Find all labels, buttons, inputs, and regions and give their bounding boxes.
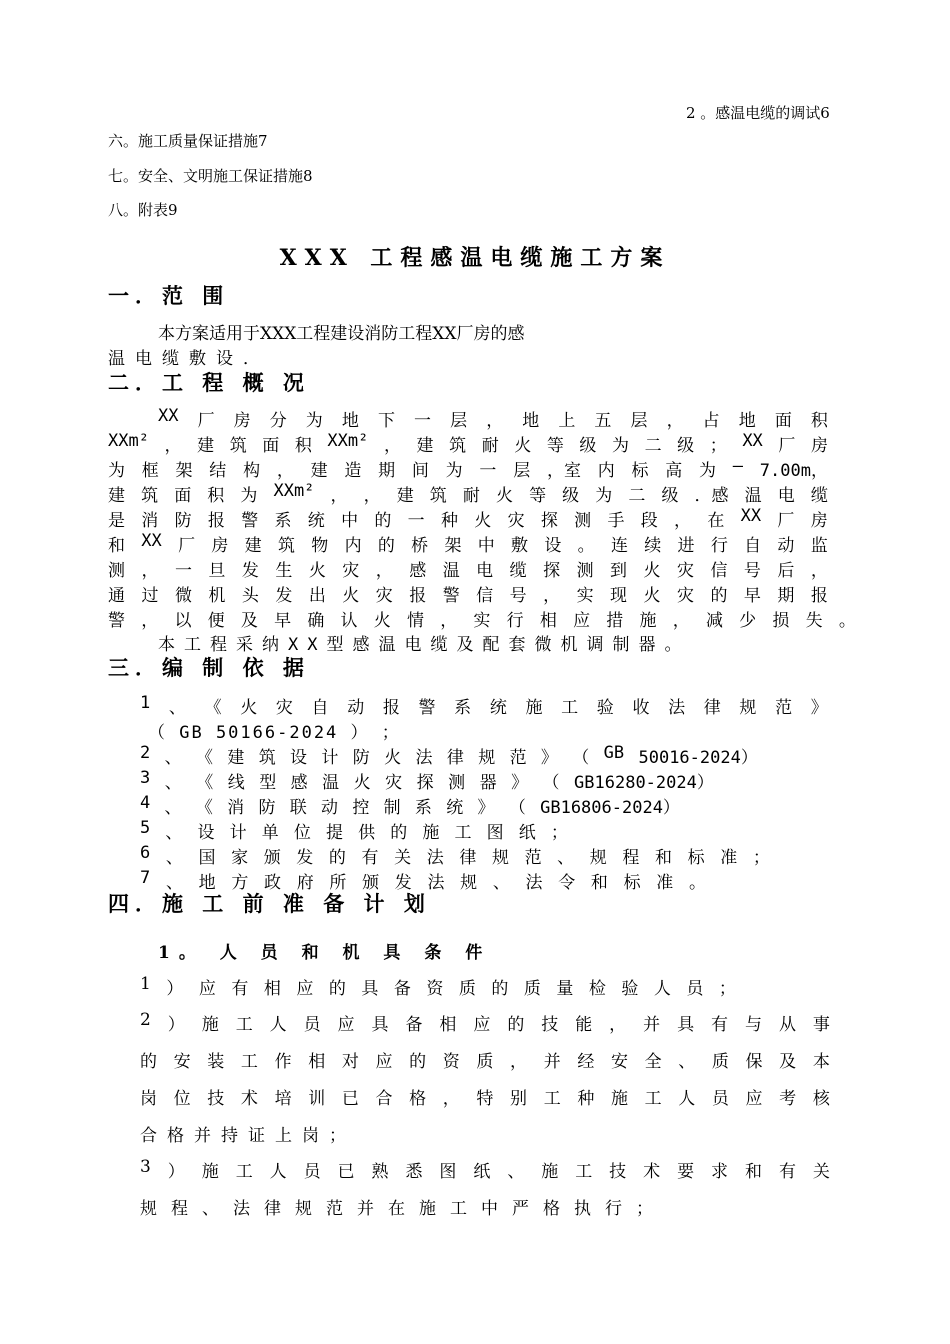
section-heading-preparation: 四．施 工 前 准 备 计 划	[108, 891, 431, 916]
list-item: 2 、 《 建 筑 设 计 防 火 法 律 规 范 》 （ GB 50016-2024）	[140, 743, 758, 768]
toc-item: 六。施工质量保证措施7	[108, 132, 268, 150]
list-item: 5 、 设 计 单 位 提 供 的 施 工 图 纸 ；	[140, 818, 568, 843]
paragraph-line: 合格并持证上岗；	[140, 1126, 356, 1146]
toc-item: 2 。感温电缆的调试6	[686, 104, 830, 122]
paragraph-line: 为 框 架 结 构 ， 建 造 期 间 为 一 层 ，室 内 标 高 为 — 7.00m，	[108, 456, 828, 481]
paragraph-line: 规程、法律规范并在施工中严格执行；	[140, 1199, 667, 1219]
section-heading-overview: 二．工 程 概 况	[108, 370, 310, 395]
list-item-continuation: （ GB 50166-2024 ） ；	[148, 723, 401, 743]
paragraph-line: 岗 位 技 术 培 训 已 合 格 ， 特 别 工 种 施 工 人 员 应 考 核	[140, 1089, 830, 1109]
paragraph-line: 通 过 微 机 头 发 出 火 灾 报 警 信 号 ， 实 现 火 灾 的 早 期 报	[108, 586, 828, 606]
toc-item: 七。安全、文明施工保证措施8	[108, 167, 313, 185]
list-item: 6 、 国 家 颁 发 的 有 关 法 律 规 范 、 规 程 和 标 准 ；	[140, 843, 770, 868]
list-item: 7 、 地 方 政 府 所 颁 发 法 规 、 法 令 和 标 准 。	[140, 868, 706, 893]
toc-item: 八。附表9	[108, 201, 178, 219]
paragraph-line: 测 ， 一 旦 发 生 火 灾 ， 感 温 电 缆 探 测 到 火 灾 信 号 后 ，	[108, 561, 828, 581]
paragraph-line: 1 ） 应 有 相 应 的 具 备 资 质 的 质 量 检 验 人 员 ；	[140, 974, 736, 999]
section-heading-basis: 三．编 制 依 据	[108, 655, 310, 680]
paragraph-line: 建 筑 面 积 为 XXm² ， ， 建 筑 耐 火 等 级 为 二 级 ．感 温 电 缆	[108, 481, 828, 506]
list-item: 4 、 《 消 防 联 动 控 制 系 统 》 （ GB16806-2024）	[140, 793, 680, 818]
subsection-heading: 1。 人 员 和 机 具 条 件	[158, 943, 492, 963]
paragraph-line: XXm² ， 建 筑 面 积 XXm² ， 建 筑 耐 火 等 级 为 二 级 ； XX 厂 房	[108, 431, 828, 456]
paragraph-line: XX 厂 房 分 为 地 下 一 层 ， 地 上 五 层 ， 占 地 面 积	[158, 406, 828, 431]
list-item: 3 、 《 线 型 感 温 火 灾 探 测 器 》 （ GB16280-2024）	[140, 768, 714, 793]
paragraph-line: 本工程采纳XX型感温电缆及配套微机调制器。	[158, 635, 691, 655]
paragraph-line: 是 消 防 报 警 系 统 中 的 一 种 火 灾 探 测 手 段 ， 在 XX 厂 房	[108, 506, 828, 531]
paragraph-line: 2 ） 施 工 人 员 应 具 备 相 应 的 技 能 ， 并 具 有 与 从 事	[140, 1010, 830, 1035]
paragraph-line: 警 ， 以 便 及 早 确 认 火 情 ， 实 行 相 应 措 施 ， 减 少 损 失 。	[108, 611, 856, 631]
paragraph-line: 温电缆敷设．	[108, 349, 270, 369]
list-item: 1 、 《 火 灾 自 动 报 警 系 统 施 工 验 收 法 律 规 范 》	[140, 693, 828, 718]
paragraph-line: 的 安 装 工 作 相 对 应 的 资 质 ， 并 经 安 全 、 质 保 及 本	[140, 1052, 830, 1072]
paragraph-line: 和 XX 厂 房 建 筑 物 内 的 桥 架 中 敷 设 。 连 续 进 行 自 动 监	[108, 531, 828, 556]
section-heading-scope: 一．范 围	[108, 283, 230, 308]
paragraph-line: 3 ） 施 工 人 员 已 熟 悉 图 纸 、 施 工 技 术 要 求 和 有 关	[140, 1157, 830, 1182]
paragraph-line: 本方案适用于XXX工程建设消防工程XX厂房的感	[158, 324, 525, 344]
document-title: XXX 工程感温电缆施工方案	[279, 245, 671, 271]
